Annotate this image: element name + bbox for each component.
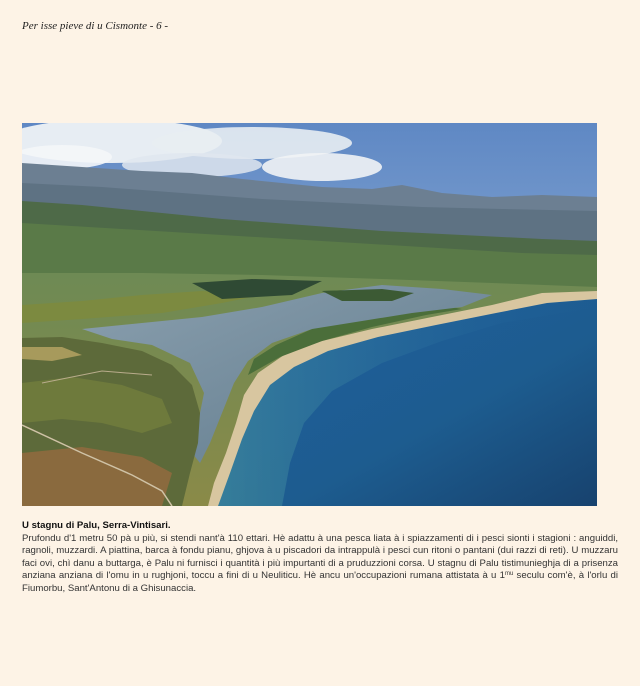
caption-text: Prufondu d'1 metru 50 pà u più, si stendi nant'à 110 ettari. Hè adattu à una pesca liata à i spiazzamenti di i pesci sionti i stagioni : anguiddi, ragnoli, muzzardi. A piattina, barca à fondu pianu, ghjova à u piscadori da intrappulà i pesci cun ritoni o pantani (dui razzi di reti). U muzzaru faci ovi, chì danu a buttarga, è Palu ni furnisci i quantità i più impurtanti di a pruduzzioni corsa. U stagnu di Palu tistimunieghja di a prisenza anziana anziana di l'omu in u rughjoni, toccu a fini di u Neuliticu. Hè ancu un'occupazioni rumana attistata à u 1: [22, 532, 618, 582]
photo-caption: [22, 520, 618, 596]
running-header: Per isse pieve di u Cismonte - 6 -: [22, 20, 169, 32]
caption-text-end: seculu com'è, à l'orlu di Fiumorbu, Sant'Antonu di a Ghisunaccia.: [22, 570, 618, 594]
caption-superscript: mu: [504, 571, 514, 578]
caption-title: U stagnu di Palu, Serra-Vintisari.: [22, 520, 171, 531]
aerial-photo: [22, 123, 597, 506]
caption-body: [22, 533, 618, 596]
